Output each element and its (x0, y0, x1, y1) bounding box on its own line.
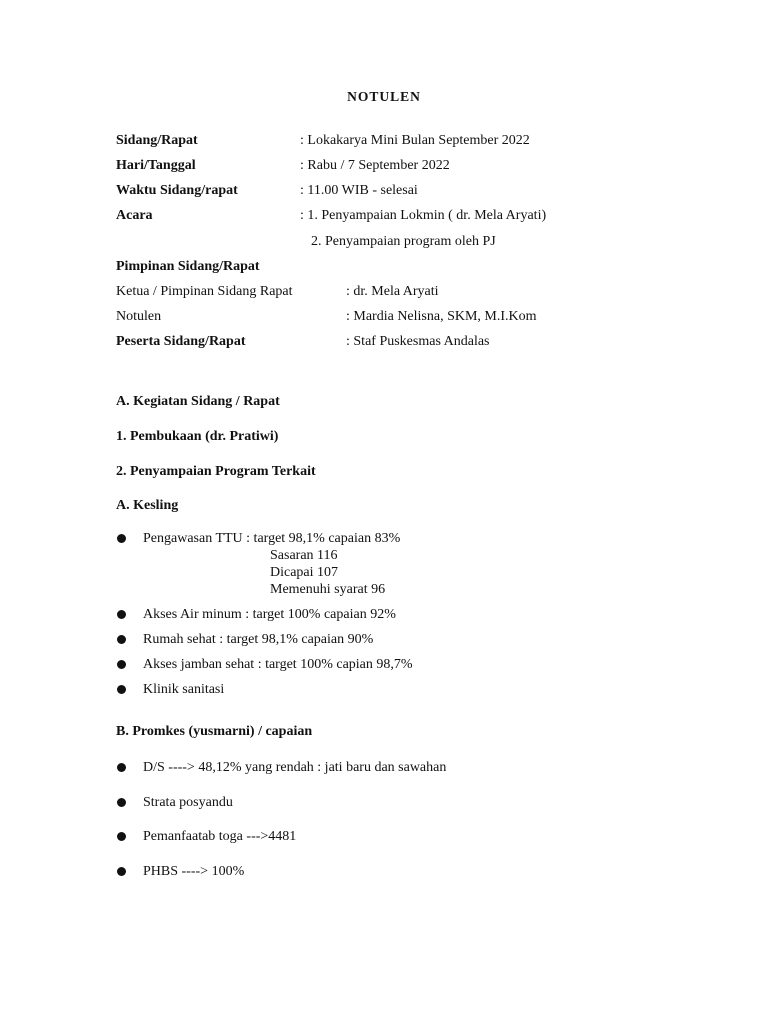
waktu-label: Waktu Sidang/rapat (116, 183, 238, 198)
bullet-icon (117, 635, 126, 644)
notulen-value: : Mardia Nelisna, SKM, M.I.Kom (346, 309, 537, 324)
bullet-icon (117, 763, 126, 772)
rapat-value: : Lokakarya Mini Bulan September 2022 (300, 133, 530, 148)
acara-value-2: 2. Penyampaian program oleh PJ (311, 234, 496, 249)
section-penyampaian: 2. Penyampaian Program Terkait (116, 464, 316, 479)
list-item-toga: Pemanfaatab toga --->4481 (143, 829, 297, 844)
list-item-ttu-memenuhi: Memenuhi syarat 96 (270, 582, 386, 597)
waktu-value: : 11.00 WIB - selesai (300, 183, 418, 198)
pimpinan-heading: Pimpinan Sidang/Rapat (116, 259, 260, 274)
document-title: NOTULEN (347, 89, 421, 104)
peserta-value: : Staf Puskesmas Andalas (346, 334, 490, 349)
notulen-label: Notulen (116, 309, 162, 324)
bullet-icon (117, 610, 126, 619)
bullet-icon (117, 867, 126, 876)
list-item-ttu: Pengawasan TTU : target 98,1% capaian 83% (143, 531, 401, 546)
hari-label: Hari/Tanggal (116, 158, 196, 173)
list-item-air: Akses Air minum : target 100% capaian 92% (143, 607, 396, 622)
ketua-value: : dr. Mela Aryati (346, 284, 439, 299)
bullet-icon (117, 798, 126, 807)
acara-label: Acara (116, 208, 153, 223)
hari-value: : Rabu / 7 September 2022 (300, 158, 450, 173)
ketua-label: Ketua / Pimpinan Sidang Rapat (116, 284, 293, 299)
list-item-phbs: PHBS ----> 100% (143, 864, 245, 879)
bullet-icon (117, 832, 126, 841)
list-item-ttu-sasaran: Sasaran 116 (270, 548, 338, 563)
bullet-icon (117, 660, 126, 669)
list-item-ds: D/S ----> 48,12% yang rendah : jati baru dan sawahan (143, 760, 447, 775)
section-promkes: B. Promkes (yusmarni) / capaian (116, 724, 313, 739)
peserta-label: Peserta Sidang/Rapat (116, 334, 246, 349)
section-kegiatan: A. Kegiatan Sidang / Rapat (116, 394, 280, 409)
rapat-label: Sidang/Rapat (116, 133, 198, 148)
list-item-rumah: Rumah sehat : target 98,1% capaian 90% (143, 632, 374, 647)
list-item-ttu-dicapai: Dicapai 107 (270, 565, 339, 580)
list-item-strata: Strata posyandu (143, 795, 233, 810)
list-item-klinik: Klinik sanitasi (143, 682, 225, 697)
bullet-icon (117, 685, 126, 694)
section-kesling: A. Kesling (116, 498, 179, 513)
section-pembukaan: 1. Pembukaan (dr. Pratiwi) (116, 429, 279, 444)
bullet-icon (117, 534, 126, 543)
list-item-jamban: Akses jamban sehat : target 100% capian 98,7% (143, 657, 413, 672)
acara-value-1: : 1. Penyampaian Lokmin ( dr. Mela Aryati) (300, 208, 547, 223)
